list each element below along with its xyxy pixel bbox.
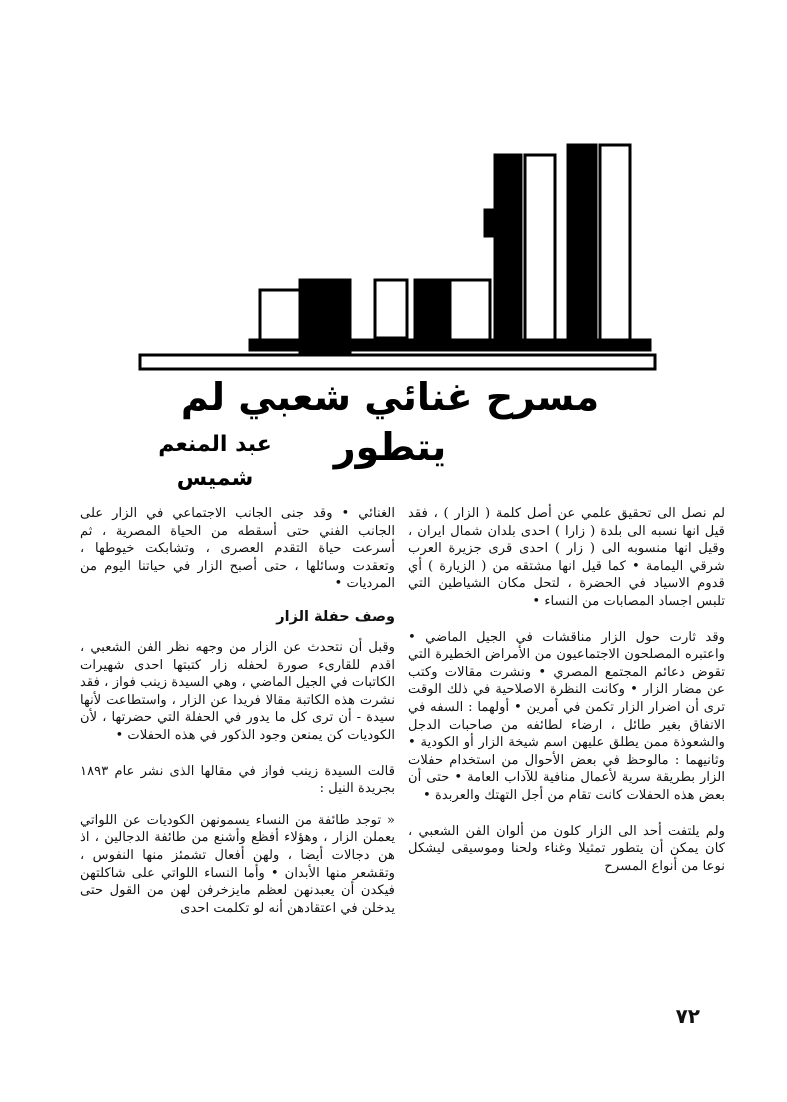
quote-paragraph: « توجد طائفة من النساء يسمونهن الكوديات عن اللواتي يعملن الزار ، وهؤلاء أفظع وأشنع من طائفة الدجالين ، اذ هن دجالات أيضا ، ولهن أفعال تشمئز منها النفوس ، وتقشعر منها الأبدان • وأما النساء اللواتي على شاكلتهن فيكدن أن يعبدنهن لعظم مايزخرفن لهن من القول حتى يدخلن في اعتقادهن أنه لو تكلمت احدى <box>80 812 395 916</box>
page-number: ٧٢ <box>675 1004 700 1028</box>
left-column <box>80 505 395 935</box>
paragraph: وقبل أن نتحدث عن الزار من وجهه نظر الفن الشعبي ، اقدم للقارىء صورة لحفله زار كتبتها احدى شهيرات الكاتبات في الجيل الماضي ، وهي السيدة زينب فواز ، فقد نشرت هذه الكاتبة مقالا فريدا عن الزار ، واستطاعت لأنها سيدة - أن ترى كل ما يدور في الحفلة التي حضرتها ، لأن الكوديات كن يمنعن وجود الذكور في هذه الحفلات • <box>80 639 395 743</box>
author-name: عبد المنعم شميس <box>158 432 272 491</box>
right-column <box>408 505 725 893</box>
paragraph: قالت السيدة زينب فواز في مقالها الذى نشر عام ١٨٩٣ بجريدة النيل : <box>80 763 395 797</box>
paragraph: الغنائي • وقد جنى الجانب الاجتماعي في الزار على الجانب الفني حتى أسقطه من الحياة المصرية ، ثم أسرعت حياة التقدم العصرى ، وتشابكت خيوطها ، وتعقدت وسائلها ، حتى أصبح الزار في حياتنا اليوم من المرديات • <box>80 506 395 592</box>
paragraph: لم نصل الى تحقيق علمي عن أصل كلمة ( الزار ) ، فقد قيل انها نسبه الى بلدة ( زارا ) احدى بلدان شمال ايران ، وقيل انها منسوبه الى ( زار ) احدى قرى جزيرة العرب شرقي اليمامة • كما قيل انها مشتقه من ( الزيارة ) أي قدوم الاسياد في الحضرة ، لتحل مكان الشياطين التي تلبس اجساد المصابات من النساء • <box>408 506 725 609</box>
paragraph: ولم يلتفت أحد الى الزار كلون من ألوان الفن الشعبي ، كان يمكن أن يتطور تمثيلا وغناء ولحنا وموسيقى ليشكل نوعا من أنواع المسرح <box>408 823 725 874</box>
section-heading: وصف حفلة الزار <box>276 608 395 625</box>
paragraph: وقد ثارت حول الزار مناقشات في الجيل الماضي • واعتبره المصلحون الاجتماعيون من الأمراض الخطيرة التي تقوض دعائم المجتمع المصري • ونشرت مقالات وكتب عن مضار الزار • وكانت النظرة الاصلاحية في ذلك الوقت ترى أن اضرار الزار تكمن في أمرين • أولهما : السفه في الانفاق بغير طائل ، ارضاء لطائفه من صاحبات الدجل والشعوذة ممن يطلق عليهن اسم شيخة الزار أو الكودية • وثانيهما : مالوحظ في بعض الأحوال من استخدام حفلات الزار بطريقة سرية لأعمال منافية للآداب العامة • حتى أن بعض هذه الحفلات كانت تقام من أجل التهتك والعربدة • <box>408 629 725 803</box>
subtitle: مسرح غنائي شعبي لم يتطور <box>180 375 600 469</box>
